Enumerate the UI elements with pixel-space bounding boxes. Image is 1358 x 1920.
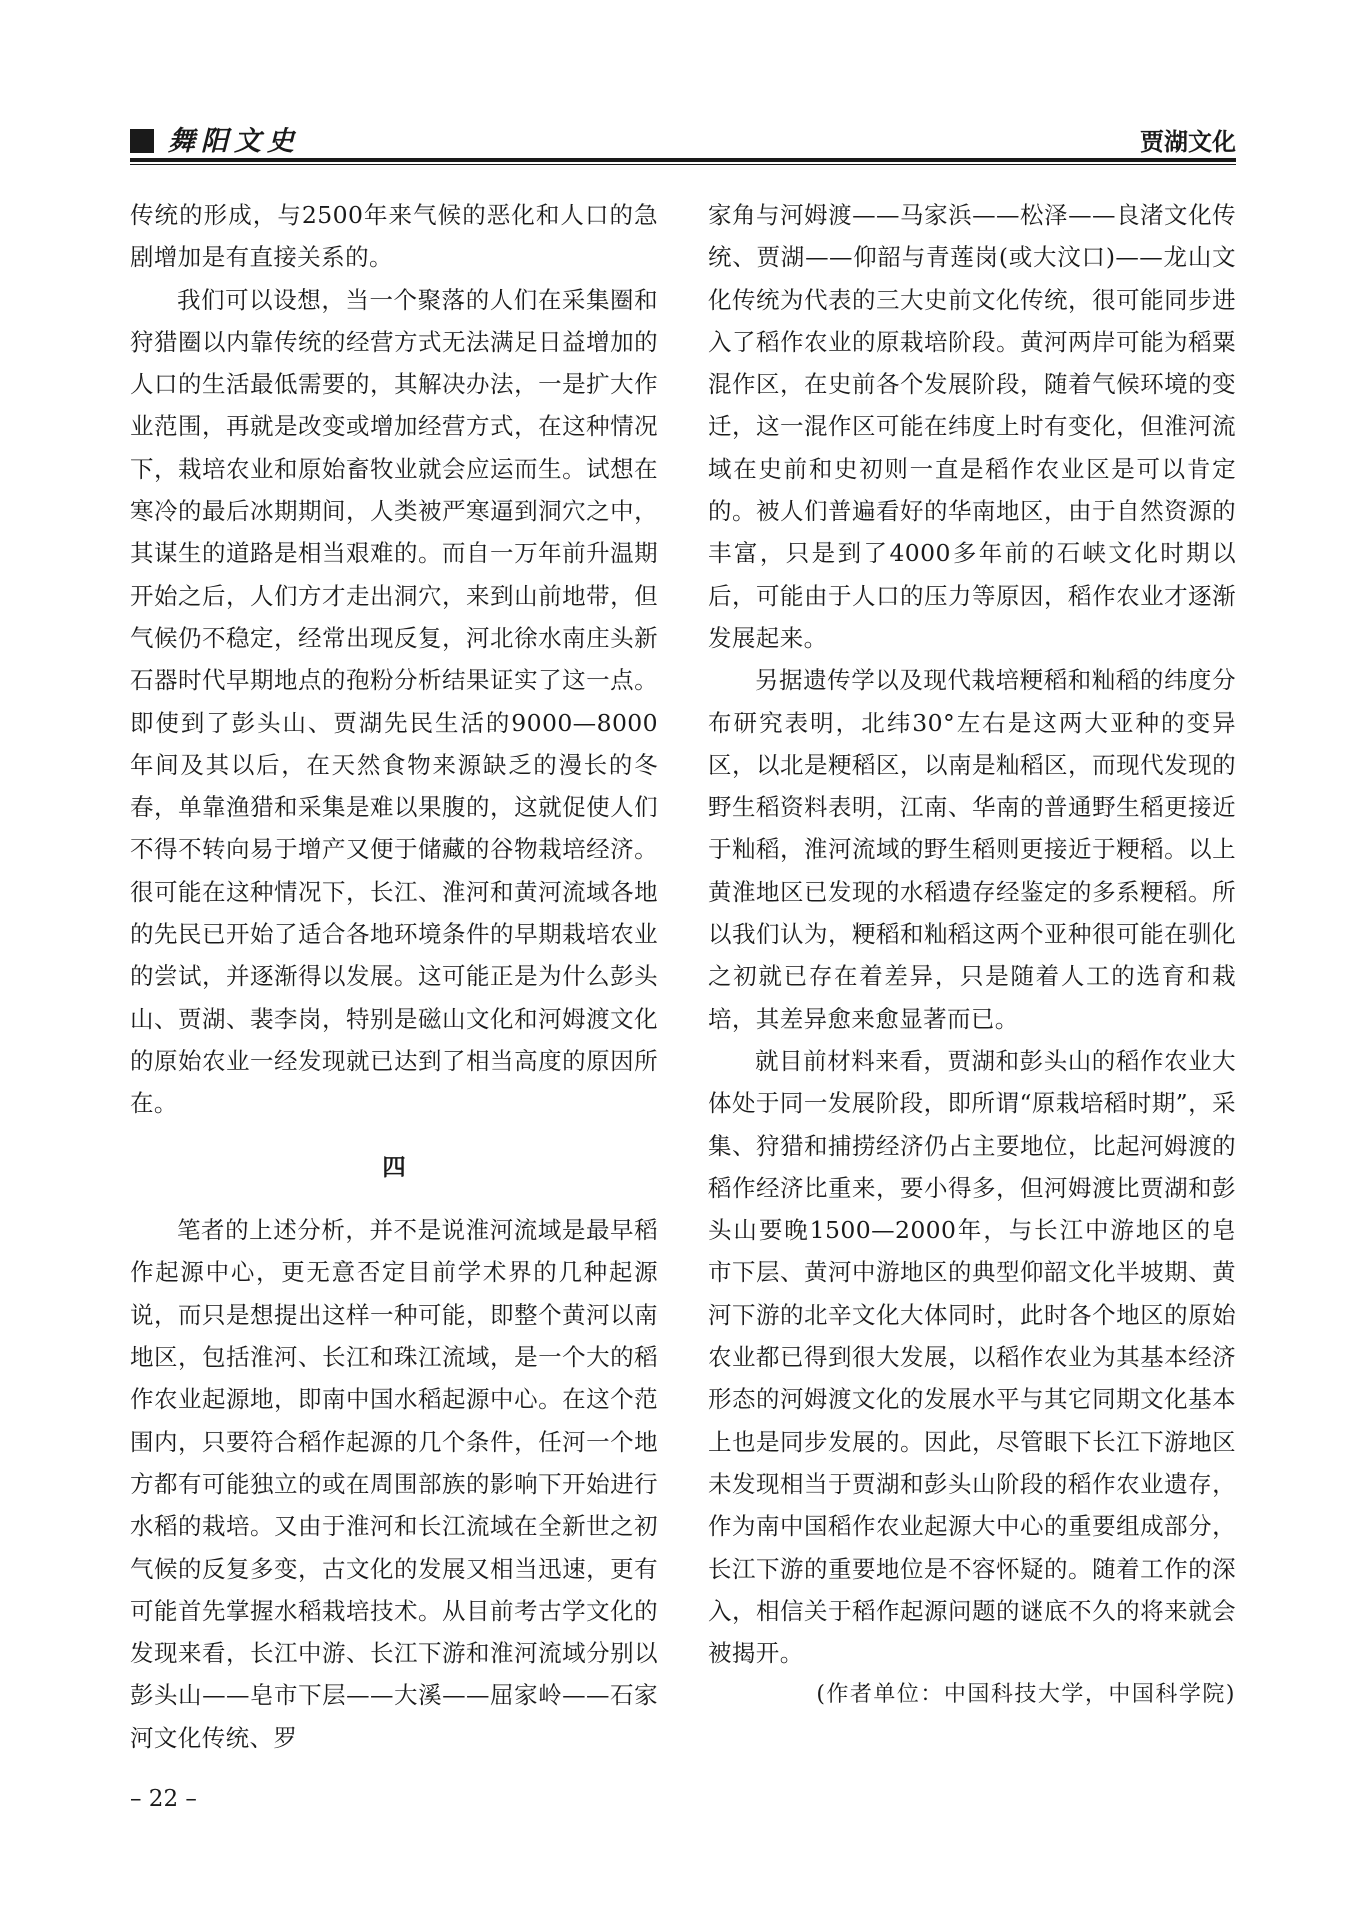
paragraph: 就目前材料来看，贾湖和彭头山的稻作农业大体处于同一发展阶段，即所谓“原栽培稻时期”，采集、狩猎和捕捞经济仍占主要地位，比起河姆渡的稻作经济比重来，要小得多，但河姆渡比贾湖和彭头山要晚1500—2000年，与长江中游地区的皂市下层、黄河中游地区的典型仰韶文化半坡期、黄河下游的北辛文化大体同时，此时各个地区的原始农业都已得到很大发展，以稻作农业为其基本经济形态的河姆渡文化的发展水平与其它同期文化基本上也是同步发展的。因此，尽管眼下长江下游地区未发现相当于贾湖和彭头山阶段的稻作农业遗存，作为南中国稻作农业起源大中心的重要组成部分，长江下游的重要地位是不容怀疑的。随着工作的深入，相信关于稻作起源问题的谜底不久的将来就会被揭开。 bbox=[708, 1046, 1236, 1668]
author-affiliation: (作者单位：中国科技大学，中国科学院) bbox=[816, 1682, 1236, 1708]
page-number: – 22 – bbox=[130, 1786, 197, 1812]
paragraph: 另据遗传学以及现代栽培粳稻和籼稻的纬度分布研究表明，北纬30°左右是这两大亚种的变异区，以北是粳稻区，以南是籼稻区，而现代发现的野生稻资料表明，江南、华南的普通野生稻更接近于籼稻，淮河流域的野生稻则更接近于粳稻。以上黄淮地区已发现的水稻遗存经鉴定的多系粳稻。所以我们认为，粳稻和籼稻这两个亚种很可能在驯化之初就已存在着差异，只是随着人工的选育和栽培，其差异愈来愈显著而已。 bbox=[708, 666, 1236, 1033]
section-title: 贾湖文化 bbox=[1140, 128, 1236, 156]
paragraph: 笔者的上述分析，并不是说淮河流域是最早稻作起源中心，更无意否定目前学术界的几种起源说，而只是想提出这样一种可能，即整个黄河以南地区，包括淮河、长江和珠江流域，是一个大的稻作农业起源地，即南中国水稻起源中心。在这个范围内，只要符合稻作起源的几个条件，任河一个地方都有可能独立的或在周围部族的影响下开始进行水稻的栽培。又由于淮河和长江流域在全新世之初气候的反复多变，古文化的发展又相当迅速，更有可能首先掌握水稻栽培技术。从目前考古学文化的发现来看，长江中游、长江下游和淮河流域分别以彭头山——皂市下层——大溪——屈家岭——石家河文化传统、罗 bbox=[130, 1216, 658, 1752]
paragraph: 家角与河姆渡——马家浜——松泽——良渚文化传统、贾湖——仰韶与青莲岗(或大汶口)——龙山文化传统为代表的三大史前文化传统，很可能同步进入了稻作农业的原栽培阶段。黄河两岸可能为稻粟混作区，在史前各个发展阶段，随着气候环境的变迁，这一混作区可能在纬度上时有变化，但淮河流域在史前和史初则一直是稻作农业区是可以肯定的。被人们普遍看好的华南地区，由于自然资源的丰富，只是到了4000多年前的石峡文化时期以后，可能由于人口的压力等原因，稻作农业才逐渐发展起来。 bbox=[708, 201, 1236, 652]
left-column bbox=[130, 194, 658, 1759]
page-header bbox=[130, 126, 1236, 160]
right-column bbox=[708, 194, 1236, 1717]
header-square-icon bbox=[130, 129, 154, 153]
paragraph: 传统的形成，与2500年来气候的恶化和人口的急剧增加是有直接关系的。 bbox=[130, 201, 658, 272]
journal-title: 舞阳文史 bbox=[168, 126, 300, 157]
header-rule-thin bbox=[130, 164, 1236, 165]
section-number: 四 bbox=[382, 1152, 406, 1181]
header-rule-thick bbox=[130, 158, 1236, 162]
paragraph: 我们可以设想，当一个聚落的人们在采集圈和狩猎圈以内靠传统的经营方式无法满足日益增加的人口的生活最低需要的，其解决办法，一是扩大作业范围，再就是改变或增加经营方式，在这种情况下，栽培农业和原始畜牧业就会应运而生。试想在寒冷的最后冰期期间，人类被严寒逼到洞穴之中，其谋生的道路是相当艰难的。而自一万年前升温期开始之后，人们方才走出洞穴，来到山前地带，但气候仍不稳定，经常出现反复，河北徐水南庄头新石器时代早期地点的孢粉分析结果证实了这一点。即使到了彭头山、贾湖先民生活的9000—8000年间及其以后，在天然食物来源缺乏的漫长的冬春，单靠渔猎和采集是难以果腹的，这就促使人们不得不转向易于增产又便于储藏的谷物栽培经济。很可能在这种情况下，长江、淮河和黄河流域各地的先民已开始了适合各地环境条件的早期栽培农业的尝试，并逐渐得以发展。这可能正是为什么彭头山、贾湖、裴李岗，特别是磁山文化和河姆渡文化的原始农业一经发现就已达到了相当高度的原因所在。 bbox=[130, 285, 658, 1118]
